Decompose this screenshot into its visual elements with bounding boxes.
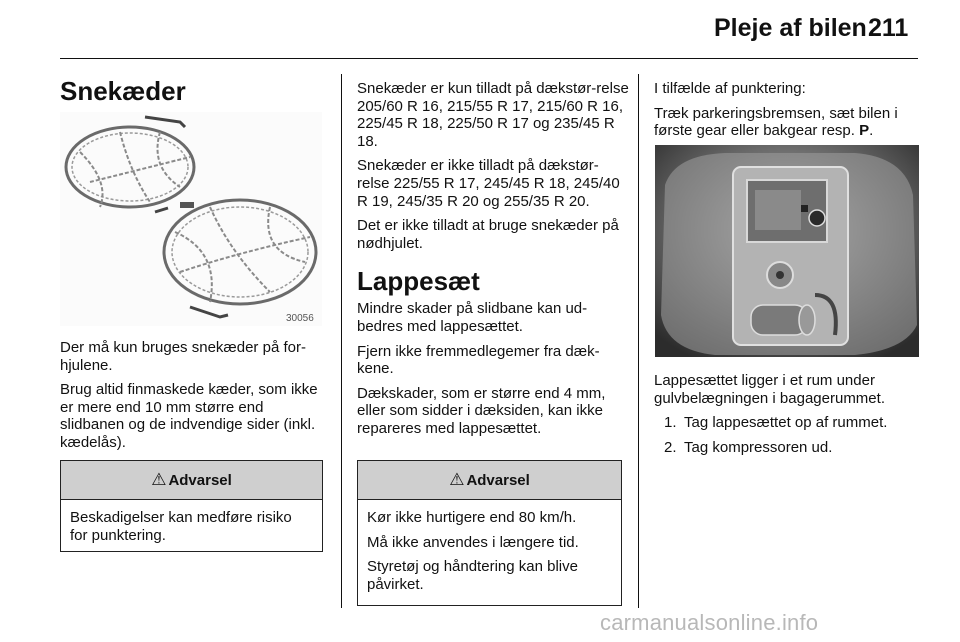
step-text: Tag kompressoren ud. — [684, 438, 833, 456]
paragraph: Dækskader, som er større end 4 mm, eller som sidder i dæksiden, kan ikke repareres med lappesættet. — [357, 384, 606, 437]
warning-icon: ⚠ — [449, 470, 465, 489]
warning-line: Kør ikke hurtigere end 80 km/h. — [367, 509, 577, 526]
warning-line: Styretøj og håndtering kan blive påvirket. — [367, 558, 578, 593]
paragraph: I tilfælde af punktering: — [654, 80, 806, 97]
paragraph: Der må kun bruges snekæder på for-hjulene. — [60, 339, 306, 374]
paragraph: Fjern ikke fremmedlegemer fra dæk-kene. — [357, 342, 600, 378]
warning-box-left — [60, 460, 323, 552]
steps-list — [664, 414, 920, 456]
paragraph-end: . — [869, 122, 874, 140]
warning-icon: ⚠ — [151, 470, 167, 489]
right-body — [654, 372, 920, 463]
warning-line: Må ikke anvendes i længere tid. — [367, 533, 579, 551]
paragraph — [654, 105, 920, 140]
gear-p-label: P — [859, 122, 870, 140]
snow-chains-illustration — [60, 112, 322, 326]
warning-text: Beskadigelser kan medføre risiko for punktering. — [70, 509, 292, 544]
page-header-title: Pleje af bilen — [714, 14, 867, 42]
paragraph: Mindre skader på slidbane kan ud-bedres med lappesættet. — [357, 300, 588, 335]
section-heading-snow-chains: Snekæder — [60, 76, 186, 106]
repair-kit-drawing — [655, 145, 919, 357]
header-divider — [60, 58, 918, 59]
warning-title: Advarsel — [168, 471, 232, 489]
section-heading-repair-kit: Lappesæt — [357, 266, 480, 297]
paragraph: Det er ikke tilladt at bruge snekæder på nødhjulet. — [357, 217, 619, 252]
warning-body — [61, 500, 322, 559]
warning-header — [61, 461, 322, 500]
warning-header — [358, 461, 621, 500]
left-heading-wrap — [60, 76, 330, 106]
paragraph-text: Træk parkeringsbremsen, sæt bilen i første gear eller bakgear resp. — [654, 104, 898, 140]
middle-column — [357, 80, 629, 445]
paragraph: Snekæder er kun tilladt på dækstør-relse 205/60 R 16, 215/55 R 17, 215/60 R 16, 225/45 R 18, 225/50 R 17 og 235/45 R 18. — [357, 80, 629, 150]
step-text: Tag lappesættet op af rummet. — [684, 414, 888, 432]
step-number: 1. — [664, 414, 677, 432]
repair-kit-photo — [655, 145, 919, 357]
warning-title: Advarsel — [466, 471, 530, 489]
column-divider-left — [341, 74, 342, 608]
watermark: carmanualsonline.info — [600, 610, 819, 635]
paragraph: Snekæder er ikke tilladt på dækstør-relse 225/55 R 17, 245/45 R 18, 245/40 R 19, 245/35 R 20 og 255/35 R 20. — [357, 157, 620, 210]
paragraph: Brug altid finmaskede kæder, som ikke er mere end 10 mm større end slidbanen og de indvendige sider (inkl. kædelås). — [60, 381, 318, 451]
page-number: 211 — [868, 14, 909, 42]
figure-caption: Lappesættet ligger i et rum under gulvbelægningen i bagagerummet. — [654, 372, 885, 407]
warning-box-middle — [357, 460, 622, 606]
list-item — [664, 439, 920, 457]
warning-body — [358, 500, 621, 608]
figure-code: 30056 — [286, 313, 314, 324]
left-body — [60, 339, 328, 459]
column-divider-right — [638, 74, 639, 608]
step-number: 2. — [664, 438, 677, 456]
right-intro — [654, 80, 920, 147]
list-item — [664, 414, 920, 432]
snow-chains-drawing — [60, 112, 322, 326]
